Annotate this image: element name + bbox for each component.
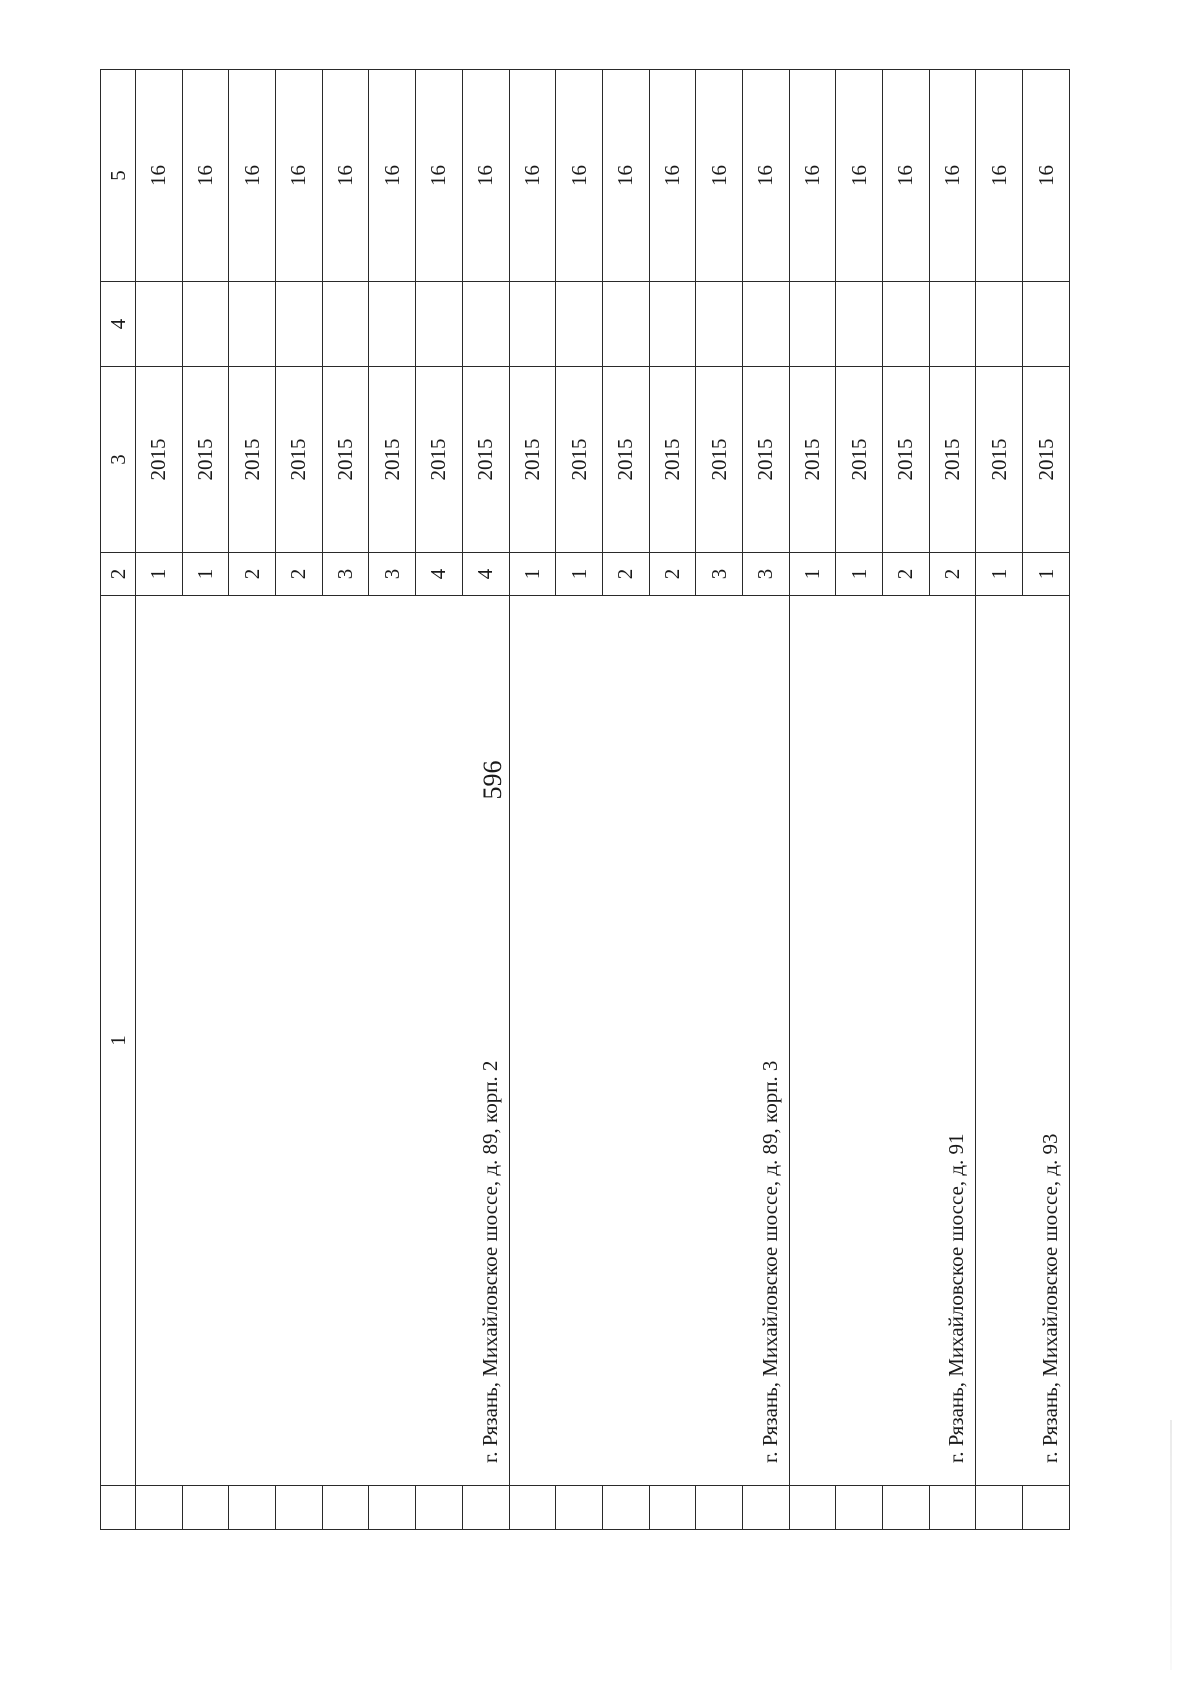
- work-cell: [276, 282, 323, 367]
- entrance-cell: 4: [416, 553, 463, 596]
- entrance-cell: 2: [602, 553, 649, 596]
- floors-cell: 16: [509, 70, 556, 282]
- row-blank-cell: [229, 1486, 276, 1530]
- work-cell: [416, 282, 463, 367]
- table-row: [509, 70, 556, 1530]
- year-cell: 2015: [136, 367, 183, 553]
- entrance-cell: 2: [229, 553, 276, 596]
- floors-cell: 16: [742, 70, 789, 282]
- entrance-cell: 3: [696, 553, 743, 596]
- year-cell: 2015: [416, 367, 463, 553]
- column-header: 3: [101, 367, 136, 553]
- year-cell: 2015: [1023, 367, 1070, 553]
- row-blank-cell: [929, 1486, 976, 1530]
- row-blank-cell: [883, 1486, 930, 1530]
- year-cell: 2015: [509, 367, 556, 553]
- floors-cell: 16: [369, 70, 416, 282]
- work-cell: [1023, 282, 1070, 367]
- row-blank-cell: [836, 1486, 883, 1530]
- entrance-cell: 1: [182, 553, 229, 596]
- floors-cell: 16: [929, 70, 976, 282]
- row-blank-cell: [322, 1486, 369, 1530]
- entrance-cell: 2: [929, 553, 976, 596]
- entrance-cell: 1: [789, 553, 836, 596]
- table-row: [789, 70, 836, 1530]
- row-blank-cell: [182, 1486, 229, 1530]
- row-blank-cell: [742, 1486, 789, 1530]
- address-cell: г. Рязань, Михайловское шоссе, д. 89, корп. 2: [136, 596, 510, 1486]
- floors-cell: 16: [649, 70, 696, 282]
- address-cell: г. Рязань, Михайловское шоссе, д. 93: [976, 596, 1070, 1486]
- year-cell: 2015: [883, 367, 930, 553]
- year-cell: 2015: [929, 367, 976, 553]
- work-cell: [789, 282, 836, 367]
- data-table: [100, 69, 1070, 1530]
- year-cell: 2015: [976, 367, 1023, 553]
- entrance-cell: 2: [649, 553, 696, 596]
- entrance-cell: 1: [556, 553, 603, 596]
- floors-cell: 16: [836, 70, 883, 282]
- row-blank-cell: [602, 1486, 649, 1530]
- table-container: [100, 70, 1070, 1530]
- year-cell: 2015: [369, 367, 416, 553]
- year-cell: 2015: [789, 367, 836, 553]
- entrance-cell: 4: [462, 553, 509, 596]
- header-row: [101, 70, 136, 1530]
- row-blank-cell: [789, 1486, 836, 1530]
- work-cell: [929, 282, 976, 367]
- row-blank-cell: [462, 1486, 509, 1530]
- work-cell: [602, 282, 649, 367]
- floors-cell: 16: [462, 70, 509, 282]
- year-cell: 2015: [696, 367, 743, 553]
- entrance-cell: 1: [976, 553, 1023, 596]
- floors-cell: 16: [556, 70, 603, 282]
- row-blank-cell: [416, 1486, 463, 1530]
- row-blank-cell: [649, 1486, 696, 1530]
- entrance-cell: 1: [836, 553, 883, 596]
- column-header: 1: [101, 596, 136, 1486]
- entrance-cell: 1: [1023, 553, 1070, 596]
- row-blank-cell: [369, 1486, 416, 1530]
- year-cell: 2015: [322, 367, 369, 553]
- page-number: 596: [478, 760, 507, 800]
- year-cell: 2015: [229, 367, 276, 553]
- column-header: 2: [101, 553, 136, 596]
- year-cell: 2015: [649, 367, 696, 553]
- table-row: [136, 70, 183, 1530]
- work-cell: [229, 282, 276, 367]
- work-cell: [649, 282, 696, 367]
- work-cell: [509, 282, 556, 367]
- floors-cell: 16: [322, 70, 369, 282]
- year-cell: 2015: [462, 367, 509, 553]
- work-cell: [462, 282, 509, 367]
- floors-cell: 16: [789, 70, 836, 282]
- work-cell: [976, 282, 1023, 367]
- entrance-cell: 1: [509, 553, 556, 596]
- work-cell: [836, 282, 883, 367]
- floors-cell: 16: [136, 70, 183, 282]
- year-cell: 2015: [742, 367, 789, 553]
- year-cell: 2015: [556, 367, 603, 553]
- row-blank-cell: [556, 1486, 603, 1530]
- table-row: [976, 70, 1023, 1530]
- address-cell: г. Рязань, Михайловское шоссе, д. 89, корп. 3: [509, 596, 789, 1486]
- header-blank-cell: [101, 1486, 136, 1530]
- entrance-cell: 1: [136, 553, 183, 596]
- column-header: 5: [101, 70, 136, 282]
- work-cell: [322, 282, 369, 367]
- row-blank-cell: [509, 1486, 556, 1530]
- scan-artifact: [1170, 1420, 1172, 1670]
- floors-cell: 16: [883, 70, 930, 282]
- work-cell: [182, 282, 229, 367]
- floors-cell: 16: [976, 70, 1023, 282]
- work-cell: [136, 282, 183, 367]
- row-blank-cell: [136, 1486, 183, 1530]
- row-blank-cell: [976, 1486, 1023, 1530]
- column-header: 4: [101, 282, 136, 367]
- floors-cell: 16: [416, 70, 463, 282]
- work-cell: [742, 282, 789, 367]
- year-cell: 2015: [182, 367, 229, 553]
- row-blank-cell: [276, 1486, 323, 1530]
- work-cell: [556, 282, 603, 367]
- floors-cell: 16: [182, 70, 229, 282]
- floors-cell: 16: [229, 70, 276, 282]
- entrance-cell: 3: [742, 553, 789, 596]
- row-blank-cell: [1023, 1486, 1070, 1530]
- floors-cell: 16: [276, 70, 323, 282]
- year-cell: 2015: [276, 367, 323, 553]
- entrance-cell: 2: [883, 553, 930, 596]
- work-cell: [696, 282, 743, 367]
- floors-cell: 16: [1023, 70, 1070, 282]
- work-cell: [883, 282, 930, 367]
- entrance-cell: 3: [322, 553, 369, 596]
- floors-cell: 16: [696, 70, 743, 282]
- row-blank-cell: [696, 1486, 743, 1530]
- floors-cell: 16: [602, 70, 649, 282]
- year-cell: 2015: [602, 367, 649, 553]
- work-cell: [369, 282, 416, 367]
- entrance-cell: 2: [276, 553, 323, 596]
- entrance-cell: 3: [369, 553, 416, 596]
- address-cell: г. Рязань, Михайловское шоссе, д. 91: [789, 596, 976, 1486]
- year-cell: 2015: [836, 367, 883, 553]
